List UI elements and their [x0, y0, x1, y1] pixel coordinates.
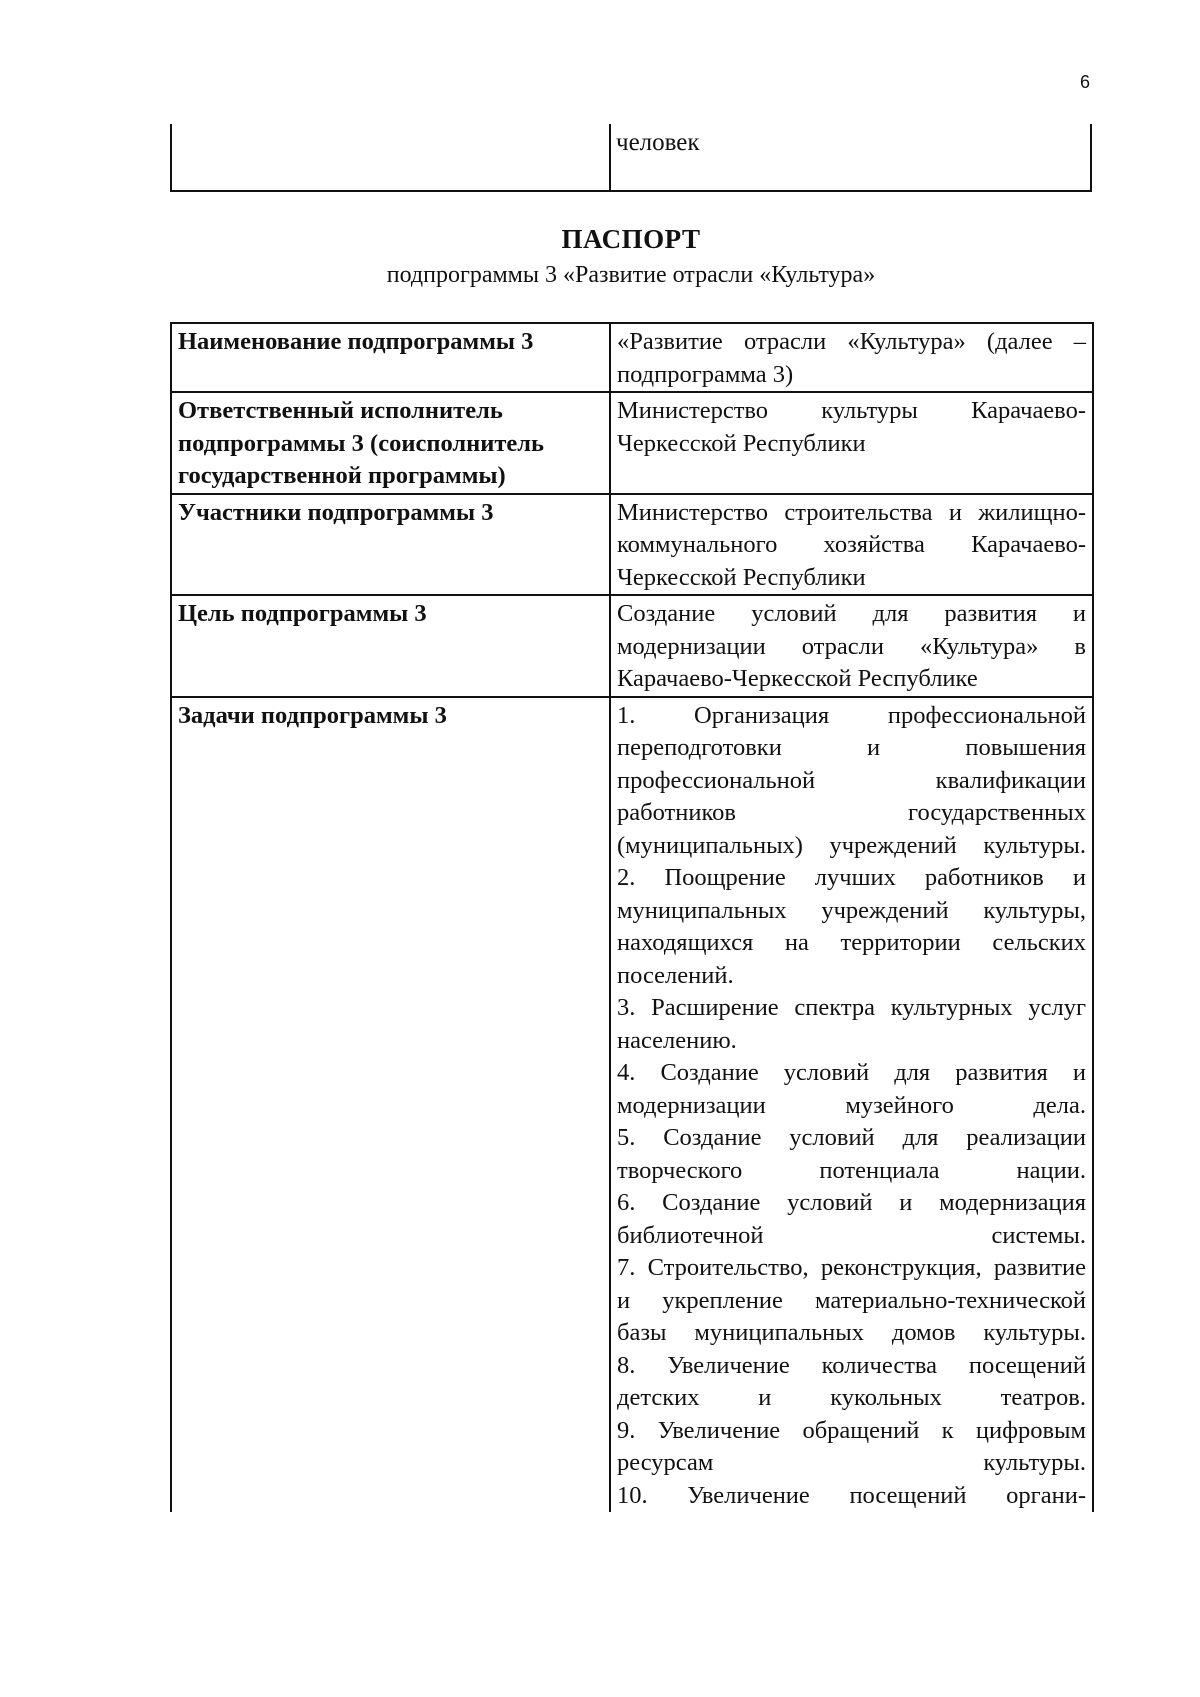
row-label-name: Наименование подпрограммы 3 [171, 323, 610, 392]
continuation-table [170, 124, 1092, 192]
task-item: 6. Создание условий и модернизация библиотечной системы. [617, 1189, 1086, 1249]
document-subtitle: подпрограммы 3 «Развитие отрасли «Культура» [386, 262, 876, 288]
document-title: ПАСПОРТ [561, 224, 701, 254]
table-row [171, 595, 1093, 697]
row-value-participants: Министерство строительства и жилищно-коммунального хозяйства Карачаево-Черкесской Республики [610, 494, 1093, 596]
row-label-goal: Цель подпрограммы 3 [171, 595, 610, 697]
table-row [171, 392, 1093, 494]
task-item: 8. Увеличение количества посещений детских и кукольных театров. [617, 1351, 1086, 1411]
row-value-tasks [610, 697, 1093, 1513]
continuation-cell-text: человек [616, 129, 700, 156]
table-row [171, 323, 1093, 392]
row-label-tasks: Задачи подпрограммы 3 [171, 697, 610, 1513]
task-item: 10. Увеличение посещений органи- [617, 1481, 1086, 1509]
task-item: 9. Увеличение обращений к цифровым ресурсам культуры. [617, 1416, 1086, 1476]
task-item: 5. Создание условий для реализации творческого потенциала нации. [617, 1124, 1086, 1184]
task-item: 1. Организация профессиональной переподготовки и повышения профессиональной квалификации работников государственных (муниципальных) учреждений культуры. [617, 701, 1086, 859]
continuation-column-divider [609, 124, 611, 190]
task-item: 3. Расширение спектра культурных услуг населению. [617, 994, 1086, 1054]
passport-table [170, 322, 1094, 1512]
row-value-responsible: Министерство культуры Карачаево-Черкесской Республики [610, 392, 1093, 494]
row-value-name: «Развитие отрасли «Культура» (далее – подпрограмма 3) [610, 323, 1093, 392]
row-label-participants: Участники подпрограммы 3 [171, 494, 610, 596]
row-label-responsible: Ответственный исполнитель подпрограммы 3 (соисполнитель государственной программы) [171, 392, 610, 494]
row-value-goal: Создание условий для развития и модернизации отрасли «Культура» в Карачаево-Черкесской Республике [610, 595, 1093, 697]
table-row [171, 697, 1093, 1513]
task-item: 4. Создание условий для развития и модернизации музейного дела. [617, 1059, 1086, 1119]
table-row [171, 494, 1093, 596]
page-number: 6 [1080, 72, 1091, 92]
task-item: 7. Строительство, реконструкция, развитие и укрепление материально-технической базы муниципальных домов культуры. [617, 1254, 1086, 1346]
task-item: 2. Поощрение лучших работников и муниципальных учреждений культуры, находящихся на территории сельских поселений. [617, 864, 1086, 989]
